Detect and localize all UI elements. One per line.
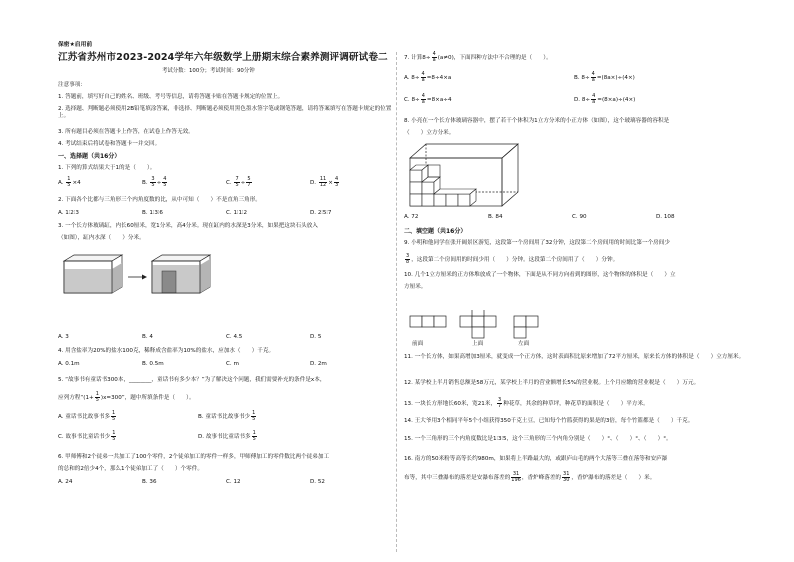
question-text: 16. 南方的50米粉等高等长约980m，如果将上半路最大的，或跟庐山毛的两个大落等三叠在落等和安庐瀑 [404, 456, 668, 462]
section-heading: 一、选择题（共16分） [58, 153, 121, 160]
question-text: 6. 甲师傅和2个徒弟一共加工了100个零件，2个徒弟加工的零件一样多，甲师傅加工的零件数比两个徒弟加工 [58, 454, 330, 460]
fraction: $\frac{4}{a}$ [421, 71, 425, 83]
fraction: $\frac{31}{196}$ [511, 471, 521, 483]
option-a: A. 24 [58, 479, 73, 485]
option-d: D. 52 [310, 479, 325, 485]
option-c: C. 故事书比童话书少 $\frac{1}{5}$ [58, 430, 116, 442]
option-c: C. 8÷ $\frac{4}{a}$ =8×a÷4 [404, 93, 452, 105]
view-label-left: 左面 [518, 341, 530, 347]
option-a: A. 72 [404, 214, 419, 220]
question-text: 2. 下面各个比都与三角形三个内角度数的比，从中可知（ ）不是直角三角形。 [58, 197, 261, 203]
question-text: 10. 几个1立方厘米的正方体堆放成了一个物体，下面是从不同方向看到的图形，这个物体的体积是（ ）立 [404, 272, 676, 278]
fraction: $\frac{3}{8}$ [406, 253, 410, 265]
option-c: C. 1∶1∶2 [226, 210, 248, 216]
fraction: $\frac{1}{5}$ [112, 430, 116, 442]
fraction: $\frac{31}{30}$ [563, 471, 570, 483]
fraction: $\frac{1}{5}$ [252, 430, 256, 442]
option-b: B. 童话书比故事书少 $\frac{1}{5}$ [198, 410, 256, 422]
secret-label: 保密★启用前 [58, 42, 93, 48]
fraction: $\frac{1}{5}$ [95, 391, 99, 403]
question-text: （如图），缸内水深（ ）分米。 [58, 235, 145, 241]
question-text: 4. 用含盐率为20%的盐水100克，稀释成含盐率为10%的盐水，应加水（ ）千克。 [58, 348, 275, 354]
option-d: D. $\frac{11}{12}$ × $\frac{4}{3}$ [310, 176, 339, 188]
question-text: 应列方程“(1+ $\frac{1}{5}$ )x=300”，题中所填条件是（ ）。 [58, 391, 195, 403]
question-text: 5. “故事书有童话书300本，________，童话书有多少本？”为了解决这个问题，我们需要补充的条件是x本， [58, 377, 326, 383]
question-text: 1. 下列的算式结果大于1的是（ ）。 [58, 165, 156, 171]
question-text: 7. 计算8÷ $\frac{4}{a}$ (a≠0)，下面四种方法中不合理的是（ ）。 [404, 51, 552, 63]
section-heading: 二、填空题（共16分） [404, 228, 467, 235]
question-text: 3. 一个长方体玻璃缸，内长60厘米，宽1分米，高4分米。现在缸内的水深是3分米，如果把这块石头放入 [58, 223, 318, 229]
option-a: A. 8÷ $\frac{4}{a}$ =8÷4×a [404, 71, 452, 83]
question-text: 布等，其中三叠瀑布的落差是安瀑布落差的 $\frac{31}{196}$ ，香炉峰落差的 $\frac{31}{30}$ ，香炉瀑布的落差是（ ）米。 [404, 471, 656, 483]
option-a: A. 1∶2∶3 [58, 210, 79, 216]
question-text: 的总和的2倍少4个，那么1个徒弟加工了（ ）个零件。 [58, 466, 203, 472]
question-text: 9. 小明和他同学在张开阔景区游览，这段第一个房间用了32分钟，这段第二个房间用的时间比第一个房间少 [404, 240, 670, 246]
option-b: B. 36 [142, 479, 157, 485]
option-d: D. 108 [656, 214, 675, 220]
view-label-top: 上面 [472, 341, 484, 347]
option-c: C. 90 [572, 214, 587, 220]
question-text: 15. 一个三角形的三个内角度数比是1∶3∶5，这个三角形的三个内角分别是（ ）°、（ ）°、（ ）°。 [404, 436, 672, 442]
option-c: C. $\frac{7}{5}$ ÷ $\frac{5}{7}$ [226, 176, 251, 188]
fraction: $\frac{4}{5}$ [163, 176, 167, 188]
question-text: 14. 王大爷用3个相同平年5个小组获得350千克土豆，已知每个竹篮获得的果是的3倍，每个竹篮都是（ ）千克。 [404, 418, 694, 424]
fraction: $\frac{1}{5}$ [112, 410, 116, 422]
notes-heading: 注意事项： [58, 82, 86, 88]
option-b: B. 84 [488, 214, 503, 220]
question-text: 12. 某学校上半月销售总额是58万元，某学校上半月的营业额增长5%的营业税。上个月应缴的营业税是（ ）万元。 [404, 380, 700, 386]
fraction: $\frac{7}{5}$ [235, 176, 239, 188]
fraction: $\frac{1}{5}$ [252, 410, 256, 422]
fraction: $\frac{3}{5}$ [151, 176, 155, 188]
fraction: $\frac{4}{a}$ [421, 93, 425, 105]
option-d: D. 2m [310, 361, 327, 367]
option-d: D. 故事书比童话书多 $\frac{1}{5}$ [198, 430, 256, 442]
option-a: A. 0.1m [58, 361, 80, 367]
exam-title: 江苏省苏州市2023-2024学年六年级数学上册期末综合素养测评调研试卷二 [58, 52, 388, 63]
option-c: C. 12 [226, 479, 241, 485]
view-label-front: 前面 [412, 341, 424, 347]
fraction: $\frac{4}{a}$ [591, 71, 595, 83]
option-a: A. $\frac{1}{5}$ ×4 [58, 176, 81, 188]
glass-container-figure [406, 140, 524, 210]
exam-page [44, 42, 764, 562]
fraction: $\frac{4}{a}$ [592, 93, 596, 105]
three-view-figure [408, 310, 558, 340]
option-b: B. 0.5m [142, 361, 164, 367]
fraction: $\frac{1}{5}$ [67, 176, 71, 188]
column-divider [396, 52, 397, 552]
question-text: （ ）立方分米。 [404, 130, 455, 136]
note-item: 3. 所有题目必须在答题卡上作答，在试卷上作答无效。 [58, 129, 194, 135]
fraction: $\frac{5}{7}$ [247, 176, 251, 188]
note-item: 2. 选择题、判断题必须使用2B铅笔填涂答案，非选择、判断题必须使用黑色墨水签字笔或钢笔答题，请将答案填写在答题卡规定的位置上。 [58, 106, 392, 119]
exam-info: 考试分数：100分；考试时间：90分钟 [162, 68, 255, 74]
fraction: $\frac{4}{a}$ [432, 51, 436, 63]
fraction: $\frac{4}{3}$ [334, 176, 339, 188]
question-text: 11. 一个长方体，如果高增加3厘米，就变成一个正方体，这时表面积比原来增加了72平方厘米，原来长方体的体积是（ ）立方厘米。 [404, 354, 745, 360]
option-d: D. 8÷ $\frac{4}{a}$ =(8×a)÷(4×) [574, 93, 636, 105]
note-item: 4. 考试结束后将试卷和答题卡一并交回。 [58, 141, 161, 147]
option-c: C. 4.5 [226, 334, 243, 340]
option-a: A. 3 [58, 334, 69, 340]
fraction: $\frac{3}{7}$ [498, 397, 502, 409]
question-text: 8. 小亮在一个长方体玻璃容器中，摆了若干个体积为1立方分米的小正方体（如图），这个玻璃容器的容积是 [404, 118, 670, 124]
question-text: $\frac{3}{8}$ ，这段第二个房间用的时间少用（ ）分钟。这段第二个房间用了（ ）分钟。 [406, 253, 619, 265]
question-text: 方厘米。 [404, 284, 427, 290]
tank-figure [60, 247, 230, 309]
option-b: B. 4 [142, 334, 153, 340]
note-item: 1. 答题前，填写好自己的姓名、班级、考号等信息，请将答题卡贴在答题卡规定的位置上。 [58, 94, 284, 100]
fraction: $\frac{11}{12}$ [319, 176, 327, 188]
option-b: B. 8÷ $\frac{4}{a}$ =(8a×)÷(4×) [574, 71, 635, 83]
option-a: A. 童话书比故事书多 $\frac{1}{5}$ [58, 410, 116, 422]
option-d: D. 5 [310, 334, 322, 340]
question-text: 13. 一块长方形地长60米，宽21米， $\frac{3}{7}$ 种花草，其余的种草坪，种花草的面积是（ ）平方米。 [404, 397, 649, 409]
option-b: B. $\frac{3}{5}$ ÷ $\frac{4}{5}$ [142, 176, 167, 188]
option-d: D. 2∶5∶7 [310, 210, 332, 216]
option-b: B. 1∶3∶6 [142, 210, 163, 216]
option-c: C. m [226, 361, 239, 367]
